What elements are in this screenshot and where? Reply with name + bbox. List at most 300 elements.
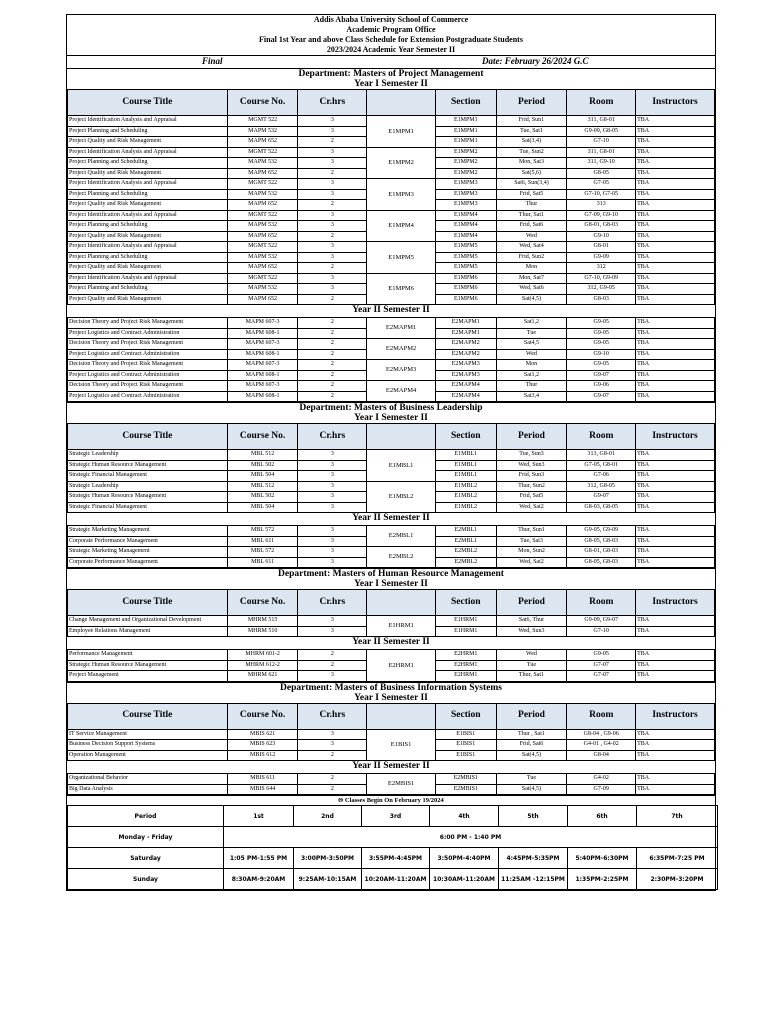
course-no: MBL 572 xyxy=(227,547,298,558)
instructor: TBA xyxy=(636,471,715,482)
column-header-course-title: Course Title xyxy=(68,90,228,116)
section-code: E2MAPM2 xyxy=(435,339,496,350)
table-row xyxy=(68,729,715,740)
table-row xyxy=(68,481,715,492)
course-no: MAPM 532 xyxy=(227,126,298,137)
course-no: MBL 504 xyxy=(227,502,298,513)
credit-hours: 3 xyxy=(298,116,367,127)
course-no: MAPM 608-1 xyxy=(227,370,298,381)
column-header-credit-hours: Cr.hrs xyxy=(298,590,367,616)
course-table xyxy=(67,589,715,637)
section-group: E2MBL1 xyxy=(367,526,436,547)
period: Tue xyxy=(496,660,567,671)
instructor: TBA xyxy=(636,626,715,637)
room: 313, G8-01 xyxy=(567,450,636,461)
period: Frid, Sun2 xyxy=(496,252,567,263)
course-no: MAPM 608-1 xyxy=(227,391,298,402)
section-group: E2HRM1 xyxy=(367,650,436,682)
course-title: Project Logistics and Contract Administration xyxy=(68,349,228,360)
period: Thur, Sat1 xyxy=(496,671,567,682)
period-row xyxy=(68,869,718,890)
period: Wed, Sat4 xyxy=(496,242,567,253)
course-no: MBIS 644 xyxy=(227,784,298,795)
column-header-period: Period xyxy=(496,590,567,616)
course-no: MAPM 607-3 xyxy=(227,318,298,329)
instructor: TBA xyxy=(636,328,715,339)
column-header-credit-hours: Cr.hrs xyxy=(298,90,367,116)
period: Sat6, Sun(3,4) xyxy=(496,179,567,190)
schedule-sheet xyxy=(66,14,716,891)
period: Wed, Sat2 xyxy=(496,557,567,568)
period-time: 2:30PM-3:20PM xyxy=(637,869,718,890)
course-title: Business Decision Support Systems xyxy=(68,740,228,751)
table-row xyxy=(68,774,715,785)
room: G9-06 xyxy=(567,381,636,392)
column-header-course-title: Course Title xyxy=(68,703,228,729)
section-code: E2MAPM3 xyxy=(435,360,496,371)
credit-hours: 3 xyxy=(298,547,367,558)
period-time: 3:50PM-4:40PM xyxy=(430,848,499,869)
semester-title: Year II Semester II xyxy=(352,513,430,523)
section-code: E1MPM3 xyxy=(435,189,496,200)
course-title: Decision Theory and Project Risk Management xyxy=(68,360,228,371)
credit-hours: 3 xyxy=(298,481,367,492)
section-group: E1MPM5 xyxy=(367,242,436,274)
credit-hours: 3 xyxy=(298,729,367,740)
room: G8-03 xyxy=(567,294,636,305)
course-no: MBL 504 xyxy=(227,471,298,482)
room: G7-05 xyxy=(567,179,636,190)
room: G7-05, G8-01 xyxy=(567,460,636,471)
course-no: MHRM 612-2 xyxy=(227,660,298,671)
period-header-cell: 3rd xyxy=(362,806,430,827)
period-header-cell: 7th xyxy=(637,806,718,827)
credit-hours: 3 xyxy=(298,179,367,190)
section-code: E2MBIS1 xyxy=(435,774,496,785)
credit-hours: 3 xyxy=(298,626,367,637)
room: 311, G8-01 xyxy=(567,147,636,158)
course-title: Project Logistics and Contract Administration xyxy=(68,370,228,381)
course-no: MGMT 522 xyxy=(227,242,298,253)
course-title: Project Planning and Scheduling xyxy=(68,284,228,295)
instructor: TBA xyxy=(636,460,715,471)
period: Frid, Sat6 xyxy=(496,740,567,751)
semester-title: Year II Semester II xyxy=(352,761,430,771)
room: 311, G9-10 xyxy=(567,158,636,169)
column-header-room: Room xyxy=(567,590,636,616)
column-header-room: Room xyxy=(567,424,636,450)
column-header-period: Period xyxy=(496,90,567,116)
instructor: TBA xyxy=(636,179,715,190)
column-header-instructor: Instructors xyxy=(636,90,715,116)
instructor: TBA xyxy=(636,221,715,232)
period-header-row xyxy=(68,806,718,827)
instructor: TBA xyxy=(636,273,715,284)
room: G7-10 xyxy=(567,137,636,148)
course-no: MAPM 532 xyxy=(227,189,298,200)
column-header-credit-hours: Cr.hrs xyxy=(298,424,367,450)
instructor: TBA xyxy=(636,370,715,381)
period-time: 6:35PM-7:25 PM xyxy=(637,848,718,869)
table-row xyxy=(68,116,715,127)
section-code: E1MBL1 xyxy=(435,450,496,461)
section-code: E2MAPM3 xyxy=(435,370,496,381)
section-group: E2MAPM4 xyxy=(367,381,436,402)
column-header-section: Section xyxy=(435,590,496,616)
room: 313 xyxy=(567,200,636,211)
section-code: E1MPM1 xyxy=(435,137,496,148)
column-header-course-no: Course No. xyxy=(227,590,298,616)
period-header-cell: 5th xyxy=(499,806,568,827)
period: Tue, Sat3 xyxy=(496,536,567,547)
instructor: TBA xyxy=(636,263,715,274)
course-no: MAPM 652 xyxy=(227,200,298,211)
column-header-section: Section xyxy=(435,424,496,450)
room: G7-07 xyxy=(567,660,636,671)
section-group: E2MBL2 xyxy=(367,547,436,568)
credit-hours: 3 xyxy=(298,471,367,482)
table-row xyxy=(68,547,715,558)
course-no: MAPM 532 xyxy=(227,221,298,232)
credit-hours: 3 xyxy=(298,284,367,295)
credit-hours: 2 xyxy=(298,200,367,211)
period-header-cell: 6th xyxy=(568,806,637,827)
course-no: MAPM 608-1 xyxy=(227,328,298,339)
course-table xyxy=(67,703,715,762)
course-title: Corporate Performance Management xyxy=(68,536,228,547)
credit-hours: 2 xyxy=(298,349,367,360)
section-code: E1MPM5 xyxy=(435,242,496,253)
course-title: Strategic Human Resource Management xyxy=(68,460,228,471)
period: Wed xyxy=(496,349,567,360)
period: Sat(3,4) xyxy=(496,137,567,148)
course-no: MHRM 601-2 xyxy=(227,650,298,661)
credit-hours: 2 xyxy=(298,231,367,242)
period: Tue xyxy=(496,328,567,339)
room: G9-05 xyxy=(567,339,636,350)
instructor: TBA xyxy=(636,502,715,513)
instructor: TBA xyxy=(636,536,715,547)
course-title: Decision Theory and Project Risk Management xyxy=(68,318,228,329)
period-time: 5:40PM-6:30PM xyxy=(568,848,637,869)
instructor: TBA xyxy=(636,391,715,402)
course-no: MAPM 652 xyxy=(227,231,298,242)
course-title: Strategic Human Resource Management xyxy=(68,660,228,671)
credit-hours: 3 xyxy=(298,536,367,547)
course-no: MHRM 621 xyxy=(227,671,298,682)
course-no: MBL 572 xyxy=(227,526,298,537)
section-group: E1MPM1 xyxy=(367,116,436,148)
section-code: E2MAPM4 xyxy=(435,381,496,392)
room: G9-10 xyxy=(567,231,636,242)
course-title: Project Identification Analysis and Appraisal xyxy=(68,147,228,158)
column-header-instructor: Instructors xyxy=(636,590,715,616)
credit-hours: 2 xyxy=(298,294,367,305)
instructor: TBA xyxy=(636,147,715,158)
column-header-credit-hours: Cr.hrs xyxy=(298,703,367,729)
course-no: MHRM 510 xyxy=(227,626,298,637)
period-time: 9:25AM-10:15AM xyxy=(294,869,362,890)
room: G8-03, G8-05 xyxy=(567,502,636,513)
section-code: E1MPM6 xyxy=(435,273,496,284)
course-title: Strategic Human Resource Management xyxy=(68,492,228,503)
credit-hours: 2 xyxy=(298,370,367,381)
room: G8-01, G8-03 xyxy=(567,547,636,558)
instructor: TBA xyxy=(636,784,715,795)
credit-hours: 2 xyxy=(298,660,367,671)
period-time: 3:55PM-4:45PM xyxy=(362,848,430,869)
department-title: Department: Masters of Human Resource Management xyxy=(67,568,715,579)
room: G9-09 xyxy=(567,252,636,263)
section-code: E1MPM2 xyxy=(435,168,496,179)
section-code: E1MPM4 xyxy=(435,231,496,242)
period: Sat(5,6) xyxy=(496,168,567,179)
column-header-section: Section xyxy=(435,90,496,116)
credit-hours: 2 xyxy=(298,381,367,392)
section-code: E1HRM1 xyxy=(435,626,496,637)
credit-hours: 3 xyxy=(298,221,367,232)
instructor: TBA xyxy=(636,740,715,751)
section-group: E1MPM2 xyxy=(367,147,436,179)
day-label: Saturday xyxy=(68,848,224,869)
room: G9-10 xyxy=(567,349,636,360)
instructor: TBA xyxy=(636,339,715,350)
course-title: Big Data Analysis xyxy=(68,784,228,795)
instructor: TBA xyxy=(636,200,715,211)
course-no: MAPM 652 xyxy=(227,137,298,148)
office-name: Academic Program Office xyxy=(346,25,436,34)
section-group: E1MPM3 xyxy=(367,179,436,211)
credit-hours: 2 xyxy=(298,784,367,795)
instructor: TBA xyxy=(636,616,715,627)
course-title: Project Quality and Risk Management xyxy=(68,200,228,211)
period: Frid, Sat5 xyxy=(496,189,567,200)
table-header-row xyxy=(68,90,715,116)
section-code: E2MAPM1 xyxy=(435,328,496,339)
credit-hours: 2 xyxy=(298,391,367,402)
credit-hours: 2 xyxy=(298,263,367,274)
instructor: TBA xyxy=(636,210,715,221)
period-table xyxy=(67,805,718,890)
course-no: MAPM 532 xyxy=(227,252,298,263)
table-header-row xyxy=(68,703,715,729)
table-header-row xyxy=(68,590,715,616)
course-no: MBL 611 xyxy=(227,536,298,547)
period: Thur, Sat1 xyxy=(496,210,567,221)
section-code: E2HRM1 xyxy=(435,671,496,682)
room: G8-01 xyxy=(567,242,636,253)
semester-title: Year II Semester II xyxy=(352,637,430,647)
room: G7-09 xyxy=(567,784,636,795)
instructor: TBA xyxy=(636,168,715,179)
course-title: Project Planning and Scheduling xyxy=(68,126,228,137)
instructor: TBA xyxy=(636,481,715,492)
room: G9-09, G8-05 xyxy=(567,126,636,137)
room: G9-07 xyxy=(567,391,636,402)
period: Wed, Sun3 xyxy=(496,626,567,637)
course-table xyxy=(67,647,715,682)
instructor: TBA xyxy=(636,126,715,137)
course-title: Project Planning and Scheduling xyxy=(68,158,228,169)
course-title: Employee Relations Management xyxy=(68,626,228,637)
instructor: TBA xyxy=(636,381,715,392)
table-row xyxy=(68,526,715,537)
period: Mon, Sat3 xyxy=(496,158,567,169)
period: Wed, Sun3 xyxy=(496,460,567,471)
instructor: TBA xyxy=(636,671,715,682)
semester-title: Year I Semester II xyxy=(354,579,428,589)
departments-container xyxy=(67,69,715,795)
instructor: TBA xyxy=(636,557,715,568)
section-code: E2MBL1 xyxy=(435,526,496,537)
instructor: TBA xyxy=(636,450,715,461)
course-no: MAPM 608-1 xyxy=(227,349,298,360)
room: G7-10 xyxy=(567,626,636,637)
instructor: TBA xyxy=(636,547,715,558)
course-title: Project Quality and Risk Management xyxy=(68,137,228,148)
course-no: MHRM 515 xyxy=(227,616,298,627)
course-table xyxy=(67,89,715,305)
period: Sat(4,5) xyxy=(496,784,567,795)
room: G7-06 xyxy=(567,471,636,482)
room: G9-07 xyxy=(567,492,636,503)
university-name: Addis Ababa University School of Commerce xyxy=(313,15,469,24)
section-group: E2MAPM2 xyxy=(367,339,436,360)
room: G9-05 xyxy=(567,360,636,371)
section-code: E1MBL1 xyxy=(435,460,496,471)
course-title: Project Quality and Risk Management xyxy=(68,263,228,274)
department-title: Department: Masters of Business Information Systems xyxy=(67,682,715,693)
semester-title: Year I Semester II xyxy=(354,79,428,89)
instructor: TBA xyxy=(636,294,715,305)
period-header-cell: 4th xyxy=(430,806,499,827)
credit-hours: 2 xyxy=(298,318,367,329)
room: G7-10, G7-05 xyxy=(567,189,636,200)
weekday-row xyxy=(68,827,718,848)
instructor: TBA xyxy=(636,650,715,661)
section-code: E2MAPM2 xyxy=(435,349,496,360)
column-header-course-no: Course No. xyxy=(227,90,298,116)
course-title: Project Planning and Scheduling xyxy=(68,252,228,263)
course-title: Strategic Leadership xyxy=(68,481,228,492)
instructor: TBA xyxy=(636,116,715,127)
column-header-instructor: Instructors xyxy=(636,703,715,729)
period: Thur , Sat1 xyxy=(496,729,567,740)
period-time: 1:05 PM-1:55 PM xyxy=(224,848,294,869)
credit-hours: 2 xyxy=(298,339,367,350)
course-no: MAPM 532 xyxy=(227,284,298,295)
table-row xyxy=(68,147,715,158)
section-code: E1MBL2 xyxy=(435,502,496,513)
department-title: Department: Masters of Business Leadership xyxy=(67,402,715,413)
instructor: TBA xyxy=(636,526,715,537)
section-code: E1HRM1 xyxy=(435,616,496,627)
period: Mon xyxy=(496,263,567,274)
column-header-period: Period xyxy=(496,424,567,450)
day-label: Sunday xyxy=(68,869,224,890)
course-title: Project Identification Analysis and Appraisal xyxy=(68,242,228,253)
schedule-title: Final 1st Year and above Class Schedule for Extension Postgraduate Students xyxy=(259,35,523,44)
course-title: Performance Management xyxy=(68,650,228,661)
course-no: MBL 611 xyxy=(227,557,298,568)
course-title: Project Planning and Scheduling xyxy=(68,221,228,232)
section-group: E1BIS1 xyxy=(367,729,436,761)
period-time: 3:00PM-3:50PM xyxy=(294,848,362,869)
room: 312, G8-05 xyxy=(567,481,636,492)
section-code: E1MPM4 xyxy=(435,221,496,232)
period: Sat6, Thur xyxy=(496,616,567,627)
section-code: E1MPM5 xyxy=(435,252,496,263)
room: 311, G8-01 xyxy=(567,116,636,127)
column-header-course-title: Course Title xyxy=(68,590,228,616)
course-title: Project Identification Analysis and Appraisal xyxy=(68,273,228,284)
room: G8-05 xyxy=(567,168,636,179)
instructor: TBA xyxy=(636,774,715,785)
period-header-cell: 2nd xyxy=(294,806,362,827)
credit-hours: 3 xyxy=(298,616,367,627)
section-code: E2MBL1 xyxy=(435,536,496,547)
course-title: Strategic Financial Management xyxy=(68,502,228,513)
period: Mon, Sat7 xyxy=(496,273,567,284)
period: Thur xyxy=(496,200,567,211)
course-title: Project Quality and Risk Management xyxy=(68,294,228,305)
course-no: MGMT 522 xyxy=(227,210,298,221)
period: Thur, Sun2 xyxy=(496,481,567,492)
credit-hours: 3 xyxy=(298,460,367,471)
course-title: Project Logistics and Contract Administration xyxy=(68,391,228,402)
period: Tue, Sat1 xyxy=(496,126,567,137)
room: G9-05 xyxy=(567,328,636,339)
section-code: E2MBL2 xyxy=(435,557,496,568)
section-code: E1MPM1 xyxy=(435,116,496,127)
course-table xyxy=(67,771,715,795)
period-header-cell: Period xyxy=(68,806,224,827)
section-code: E1MPM3 xyxy=(435,179,496,190)
column-header-period: Period xyxy=(496,703,567,729)
instructor: TBA xyxy=(636,137,715,148)
section-code: E1BIS1 xyxy=(435,750,496,761)
course-title: Project Identification Analysis and Appraisal xyxy=(68,179,228,190)
credit-hours: 3 xyxy=(298,147,367,158)
period: Frid, Sat6 xyxy=(496,221,567,232)
period: Sat(4,5) xyxy=(496,294,567,305)
period: Sat4,5 xyxy=(496,339,567,350)
instructor: TBA xyxy=(636,189,715,200)
course-title: Corporate Performance Management xyxy=(68,557,228,568)
period: Sat(4,5) xyxy=(496,750,567,761)
period: Mon, Sun2 xyxy=(496,547,567,558)
course-no: MBIS 612 xyxy=(227,750,298,761)
instructor: TBA xyxy=(636,284,715,295)
credit-hours: 2 xyxy=(298,750,367,761)
credit-hours: 3 xyxy=(298,502,367,513)
period-time: 4:45PM-5:35PM xyxy=(499,848,568,869)
period: Sat3,4 xyxy=(496,391,567,402)
period: Sat1,2 xyxy=(496,318,567,329)
table-row xyxy=(68,179,715,190)
section-code: E1MPM6 xyxy=(435,294,496,305)
section-code: E1MPM3 xyxy=(435,200,496,211)
section-code: E1BIS1 xyxy=(435,729,496,740)
period: Thur xyxy=(496,381,567,392)
course-no: MBL 512 xyxy=(227,450,298,461)
period-row xyxy=(68,848,718,869)
section-group: E2MAPM1 xyxy=(367,318,436,339)
credit-hours: 3 xyxy=(298,242,367,253)
table-row xyxy=(68,650,715,661)
course-table xyxy=(67,315,715,402)
credit-hours: 2 xyxy=(298,774,367,785)
